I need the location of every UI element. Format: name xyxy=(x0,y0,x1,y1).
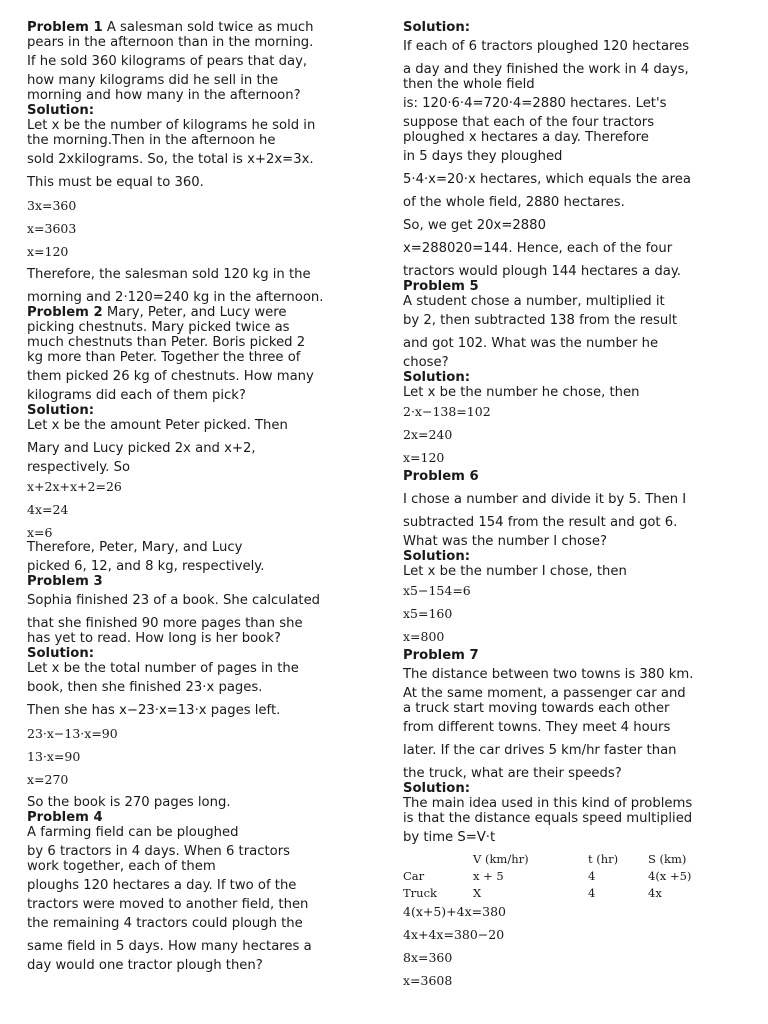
right-column xyxy=(403,20,748,988)
text-line: from different towns. They meet 4 hours xyxy=(403,720,671,735)
text-line: a truck start moving towards each other xyxy=(403,701,670,716)
text-line: This must be equal to 360. xyxy=(27,175,204,190)
table-cell: V (km/hr) xyxy=(473,851,529,866)
text-line: Mary and Lucy picked 2x and x+2, xyxy=(27,441,256,456)
text-line: has yet to read. How long is her book? xyxy=(27,631,281,646)
text-line: ploughs 120 hectares a day. If two of the xyxy=(27,878,297,893)
table-row xyxy=(403,884,738,901)
equation-line: x=120 xyxy=(27,244,69,259)
text-line: much chestnuts than Peter. Boris picked 2 xyxy=(27,335,306,350)
solution-heading: Solution: xyxy=(27,103,95,118)
equation-line: 4x+4x=380−20 xyxy=(403,927,505,942)
text-line: What was the number I chose? xyxy=(403,534,608,549)
text-line: Let x be the number of kilograms he sold in xyxy=(27,118,316,133)
table-cell xyxy=(403,850,473,867)
text-line: tractors would plough 144 hectares a day. xyxy=(403,264,681,279)
text-line: the truck, what are their speeds? xyxy=(403,766,622,781)
equation-line: 4(x+5)+4x=380 xyxy=(403,904,506,919)
table-cell: x + 5 xyxy=(473,868,504,883)
equation-line: x=6 xyxy=(27,525,53,540)
text-line: by 6 tractors in 4 days. When 6 tractors xyxy=(27,844,291,859)
text-line: is that the distance equals speed multiplied xyxy=(403,811,693,826)
text-line: day would one tractor plough then? xyxy=(27,958,263,973)
text-line: tractors were moved to another field, then xyxy=(27,897,309,912)
table-cell: 4(x +5) xyxy=(648,868,692,883)
text-line: Let x be the number I chose, then xyxy=(403,564,627,579)
problem-text: A salesman sold twice as much xyxy=(102,20,314,35)
text-line: same field in 5 days. How many hectares a xyxy=(27,939,312,954)
equation-line: 3x=360 xyxy=(27,198,77,213)
equation-line: x=120 xyxy=(403,450,445,465)
text-line: a day and they finished the work in 4 days, xyxy=(403,62,689,77)
left-column xyxy=(27,20,367,973)
problem-4-heading: Problem 4 xyxy=(27,810,103,825)
text-line: sold 2xkilograms. So, the total is x+2x=3x. xyxy=(27,152,314,167)
equation-line: x=270 xyxy=(27,772,69,787)
equation-line: 4x=24 xyxy=(27,502,69,517)
equation-line: 13·x=90 xyxy=(27,749,81,764)
problem-statement-line xyxy=(27,20,367,35)
text-line: Sophia finished 23 of a book. She calculated xyxy=(27,593,321,608)
text-line: The main idea used in this kind of problems xyxy=(403,796,693,811)
table-cell: 4 xyxy=(588,885,596,900)
text-line: Therefore, the salesman sold 120 kg in the xyxy=(27,267,311,282)
text-line: kilograms did each of them pick? xyxy=(27,388,246,403)
table-cell: 4 xyxy=(588,868,596,883)
problem-text: Mary, Peter, and Lucy were xyxy=(102,305,287,320)
text-line: pears in the afternoon than in the morning. xyxy=(27,35,314,50)
text-line: 5·4·x=20·x hectares, which equals the area xyxy=(403,172,691,187)
text-line: work together, each of them xyxy=(27,859,216,874)
text-line: the morning.Then in the afternoon he xyxy=(27,133,276,148)
text-line: of the whole field, 2880 hectares. xyxy=(403,195,625,210)
text-line: A student chose a number, multiplied it xyxy=(403,294,665,309)
table-cell: X xyxy=(473,885,482,900)
text-line: how many kilograms did he sell in the xyxy=(27,73,279,88)
text-line: in 5 days they ploughed xyxy=(403,149,563,164)
text-line: subtracted 154 from the result and got 6. xyxy=(403,515,678,530)
text-line: picked 6, 12, and 8 kg, respectively. xyxy=(27,559,265,574)
speed-table xyxy=(403,850,738,901)
problem-6-heading: Problem 6 xyxy=(403,469,479,484)
text-line: morning and 2·120=240 kg in the afternoon. xyxy=(27,290,324,305)
table-cell: S (km) xyxy=(648,851,687,866)
table-row xyxy=(403,867,738,884)
equation-line: 8x=360 xyxy=(403,950,453,965)
text-line: If he sold 360 kilograms of pears that day, xyxy=(27,54,308,69)
text-line: by 2, then subtracted 138 from the result xyxy=(403,313,678,328)
text-line: suppose that each of the four tractors xyxy=(403,115,655,130)
text-line: Let x be the number he chose, then xyxy=(403,385,640,400)
text-line: So the book is 270 pages long. xyxy=(27,795,231,810)
text-line: then the whole field xyxy=(403,77,535,92)
equation-line: x=3608 xyxy=(403,973,453,988)
table-cell: 4x xyxy=(648,885,662,900)
text-line: and got 102. What was the number he xyxy=(403,336,659,351)
solution-heading: Solution: xyxy=(27,403,95,418)
equation-line: x=3603 xyxy=(27,221,77,236)
text-line: book, then she finished 23·x pages. xyxy=(27,680,263,695)
text-line: that she finished 90 more pages than she xyxy=(27,616,303,631)
text-line: The distance between two towns is 380 km. xyxy=(403,667,694,682)
text-line: picking chestnuts. Mary picked twice as xyxy=(27,320,290,335)
text-line: ploughed x hectares a day. Therefore xyxy=(403,130,649,145)
text-line: So, we get 20x=2880 xyxy=(403,218,546,233)
problem-1-heading: Problem 1 xyxy=(27,20,103,35)
solution-heading: Solution: xyxy=(403,549,471,564)
solution-heading: Solution: xyxy=(403,20,471,35)
text-line: is: 120·6·4=720·4=2880 hectares. Let's xyxy=(403,96,667,111)
solution-heading: Solution: xyxy=(27,646,95,661)
text-line: Then she has x−23·x=13·x pages left. xyxy=(27,703,281,718)
equation-line: x5−154=6 xyxy=(403,583,471,598)
equation-line: x+2x+x+2=26 xyxy=(27,479,122,494)
text-line: by time S=V·t xyxy=(403,830,496,845)
table-header-row xyxy=(403,850,738,867)
text-line: them picked 26 kg of chestnuts. How many xyxy=(27,369,314,384)
text-line: kg more than Peter. Together the three of xyxy=(27,350,301,365)
table-cell: Car xyxy=(403,868,425,883)
text-line: the remaining 4 tractors could plough the xyxy=(27,916,303,931)
equation-line: 2·x−138=102 xyxy=(403,404,491,419)
text-line: At the same moment, a passenger car and xyxy=(403,686,686,701)
text-line: I chose a number and divide it by 5. Then I xyxy=(403,492,687,507)
equation-line: 23·x−13·x=90 xyxy=(27,726,118,741)
problem-2-heading: Problem 2 xyxy=(27,305,103,320)
problem-3-heading: Problem 3 xyxy=(27,574,103,589)
problem-statement-line xyxy=(27,305,367,320)
equation-line: x=800 xyxy=(403,629,445,644)
text-line: Let x be the amount Peter picked. Then xyxy=(27,418,288,433)
text-line: Therefore, Peter, Mary, and Lucy xyxy=(27,540,243,555)
table-cell: t (hr) xyxy=(588,851,619,866)
text-line: later. If the car drives 5 km/hr faster than xyxy=(403,743,677,758)
problem-5-heading: Problem 5 xyxy=(403,279,479,294)
equation-line: x5=160 xyxy=(403,606,453,621)
text-line: respectively. So xyxy=(27,460,131,475)
text-line: If each of 6 tractors ploughed 120 hectares xyxy=(403,39,690,54)
text-line: morning and how many in the afternoon? xyxy=(27,88,301,103)
text-line: A farming field can be ploughed xyxy=(27,825,239,840)
text-line: x=288020=144. Hence, each of the four xyxy=(403,241,673,256)
solution-heading: Solution: xyxy=(403,781,471,796)
equation-line: 2x=240 xyxy=(403,427,453,442)
text-line: chose? xyxy=(403,355,449,370)
text-line: Let x be the total number of pages in the xyxy=(27,661,299,676)
table-cell: Truck xyxy=(403,885,437,900)
solution-heading: Solution: xyxy=(403,370,471,385)
problem-7-heading: Problem 7 xyxy=(403,648,479,663)
